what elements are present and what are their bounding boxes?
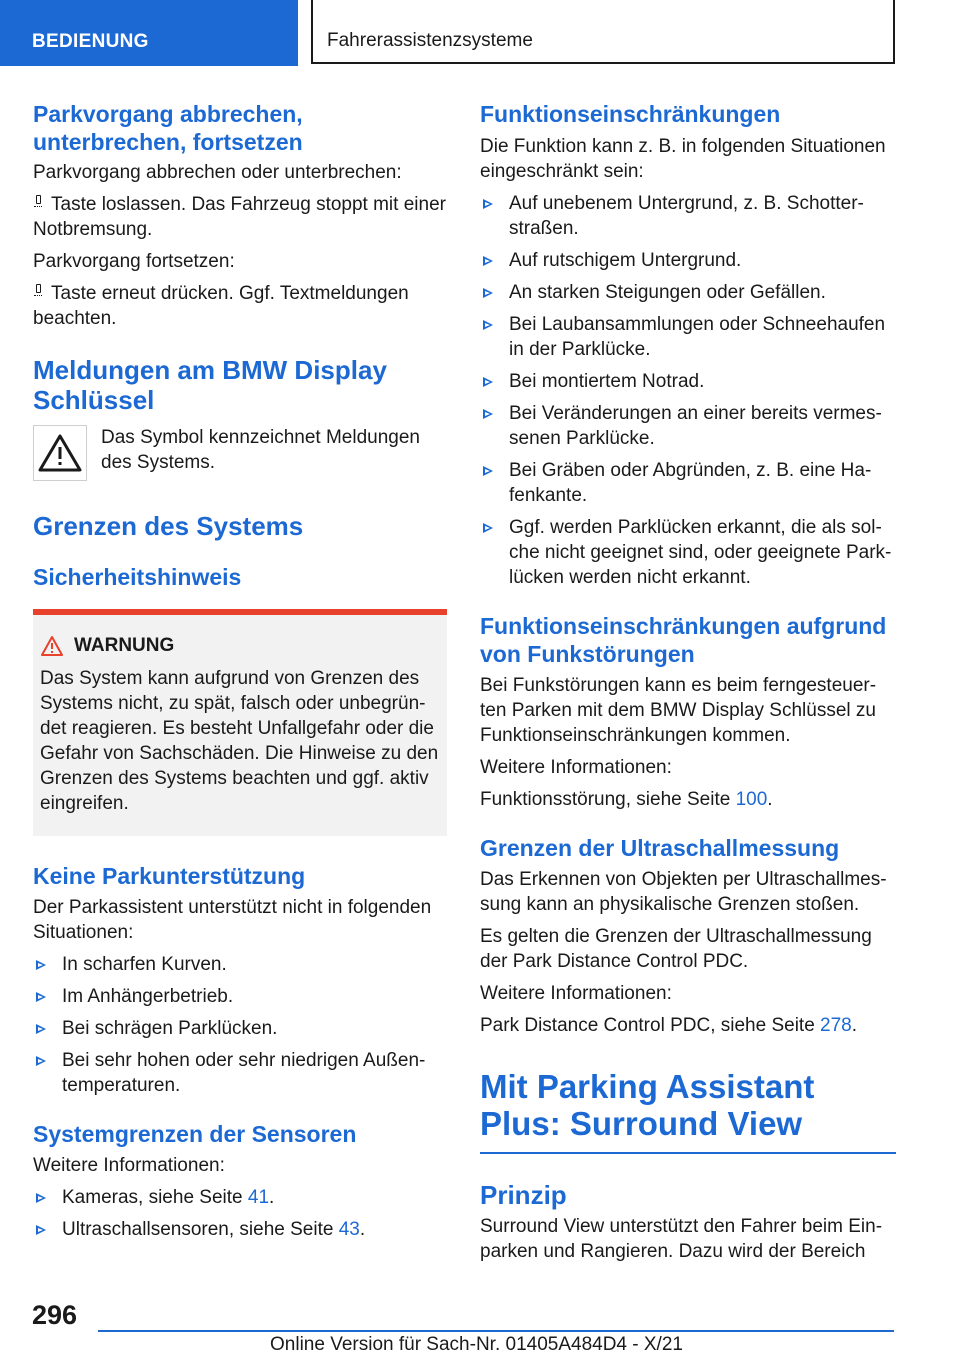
warning-text: Das System kann aufgrund von Grenzen des Systems nicht, zu spät, falsch oder unbegründet reagieren. Es besteht Unfallgefahr oder die Gefahr von Sachschäden. Die Hinweise zu den Grenzen des Systems beachten und ggf. aktiv eingreifen. <box>40 668 439 814</box>
text-fortsetzen-1: Taste erneut drücken. Ggf. Textmeldungen beachten. <box>33 283 409 329</box>
list-item: Bei schrägen Parklücken. <box>33 1016 447 1041</box>
list-item: Im Anhängerbetrieb. <box>33 984 447 1009</box>
warning-title: WARNUNG <box>40 633 439 658</box>
left-column <box>33 100 447 1249</box>
chapter-tab: Fahrerassistenzsysteme <box>311 0 895 64</box>
heading-abbrechen: Parkvorgang abbrechen, unterbrechen, fortsetzen <box>33 101 303 155</box>
heading-sicherheit: Sicherheitshinweis <box>33 564 242 590</box>
warning-box <box>33 609 447 836</box>
text-meldungen: Das Symbol kennzeichnet Meldungen des Systems. <box>101 427 420 473</box>
park-button-icon <box>33 284 43 300</box>
list-item: In scharfen Kurven. <box>33 952 447 977</box>
page-link[interactable]: 100 <box>735 789 768 810</box>
text-funktion: Die Funktion kann z. B. in folgenden Situationen eingeschränkt sein: <box>480 136 886 182</box>
page-link[interactable]: 278 <box>820 1015 852 1036</box>
heading-funktion: Funktionseinschränkungen <box>480 101 781 127</box>
text-funk-info: Weitere Informationen: <box>480 757 672 778</box>
list-item: Kameras, siehe Seite 41. <box>33 1185 447 1210</box>
text-ultra-2: Es gelten die Grenzen der Ultraschallmessung der Park Distance Control PDC. <box>480 926 872 972</box>
text-ultra-1: Das Erkennen von Objekten per Ultraschallmessung kann an physikalische Grenzen stoßen. <box>480 869 887 915</box>
text-abbrechen-intro: Parkvorgang abbrechen oder unterbrechen: <box>33 162 402 183</box>
list-item: Auf unebenem Untergrund, z. B. Schotterstraßen. <box>480 191 896 241</box>
list-item: Bei sehr hohen oder sehr niedrigen Außentemperaturen. <box>33 1048 447 1098</box>
symbol-note <box>33 425 447 481</box>
list-item: Bei Veränderungen an einer bereits vermessenen Parklücke. <box>480 401 896 451</box>
text-funk: Bei Funkstörungen kann es beim ferngesteuerten Parken mit dem BMW Display Schlüssel zu Funktionseinschränkungen kommen. <box>480 675 877 746</box>
heading-keine: Keine Parkunterstützung <box>33 863 306 889</box>
footer-online-version: Online Version für Sach-Nr. 01405A484D4 - X/21 <box>270 1334 683 1355</box>
park-button-icon <box>33 195 43 211</box>
heading-ultra: Grenzen der Ultraschallmessung <box>480 835 840 861</box>
list-item: Bei Gräben oder Abgründen, z. B. eine Hafenkante. <box>480 458 896 508</box>
text-prinzip: Surround View unterstützt den Fahrer beim Einparken und Rangieren. Dazu wird der Bereich <box>480 1216 883 1262</box>
text-abbrechen-1: Taste loslassen. Das Fahrzeug stoppt mit einer Notbremsung. <box>33 194 446 240</box>
text-fortsetzen-intro: Parkvorgang fortsetzen: <box>33 251 235 272</box>
page-link[interactable]: 41 <box>247 1187 270 1208</box>
list-item: Bei montiertem Notrad. <box>480 369 896 394</box>
text-keine: Der Parkassistent unterstützt nicht in folgenden Situationen: <box>33 897 432 943</box>
list-item: Bei Laubansammlungen oder Schneehaufen in der Parklücke. <box>480 312 896 362</box>
list-funktion <box>480 191 896 590</box>
right-column <box>480 100 896 1264</box>
page-header <box>0 0 960 66</box>
warning-triangle-icon <box>33 425 87 481</box>
list-item: Ggf. werden Parklücken erkannt, die als solche nicht geeignet sind, oder geeignete Parklücken werden nicht erkannt. <box>480 515 896 590</box>
heading-meldungen: Meldungen am BMW Display Schlüssel <box>33 355 387 415</box>
list-sensoren <box>33 1185 447 1242</box>
list-keine <box>33 952 447 1098</box>
text-funk-ref: Funktionsstörung, siehe Seite 100. <box>480 789 773 810</box>
text-ultra-info: Weitere Informationen: <box>480 983 672 1004</box>
page-link[interactable]: 43 <box>338 1219 360 1240</box>
heading-prinzip: Prinzip <box>480 1180 567 1210</box>
warning-icon <box>40 635 64 657</box>
list-item: An starken Steigungen oder Gefällen. <box>480 280 896 305</box>
footer-rule <box>98 1330 894 1332</box>
heading-mit-parking: Mit Parking Assistant Plus: Surround View <box>480 1068 815 1142</box>
heading-sensoren: Systemgrenzen der Sensoren <box>33 1121 357 1147</box>
section-tab: BEDIENUNG <box>0 0 298 66</box>
list-item: Ultraschallsensoren, siehe Seite 43. <box>33 1217 447 1242</box>
text-sensoren: Weitere Informationen: <box>33 1155 225 1176</box>
heading-funk: Funktionseinschränkungen aufgrund von Funkstörungen <box>480 613 887 667</box>
list-item: Auf rutschigem Untergrund. <box>480 248 896 273</box>
heading-grenzen: Grenzen des Systems <box>33 511 304 541</box>
text-ultra-ref: Park Distance Control PDC, siehe Seite 278. <box>480 1015 858 1036</box>
page-number: 296 <box>32 1300 78 1330</box>
